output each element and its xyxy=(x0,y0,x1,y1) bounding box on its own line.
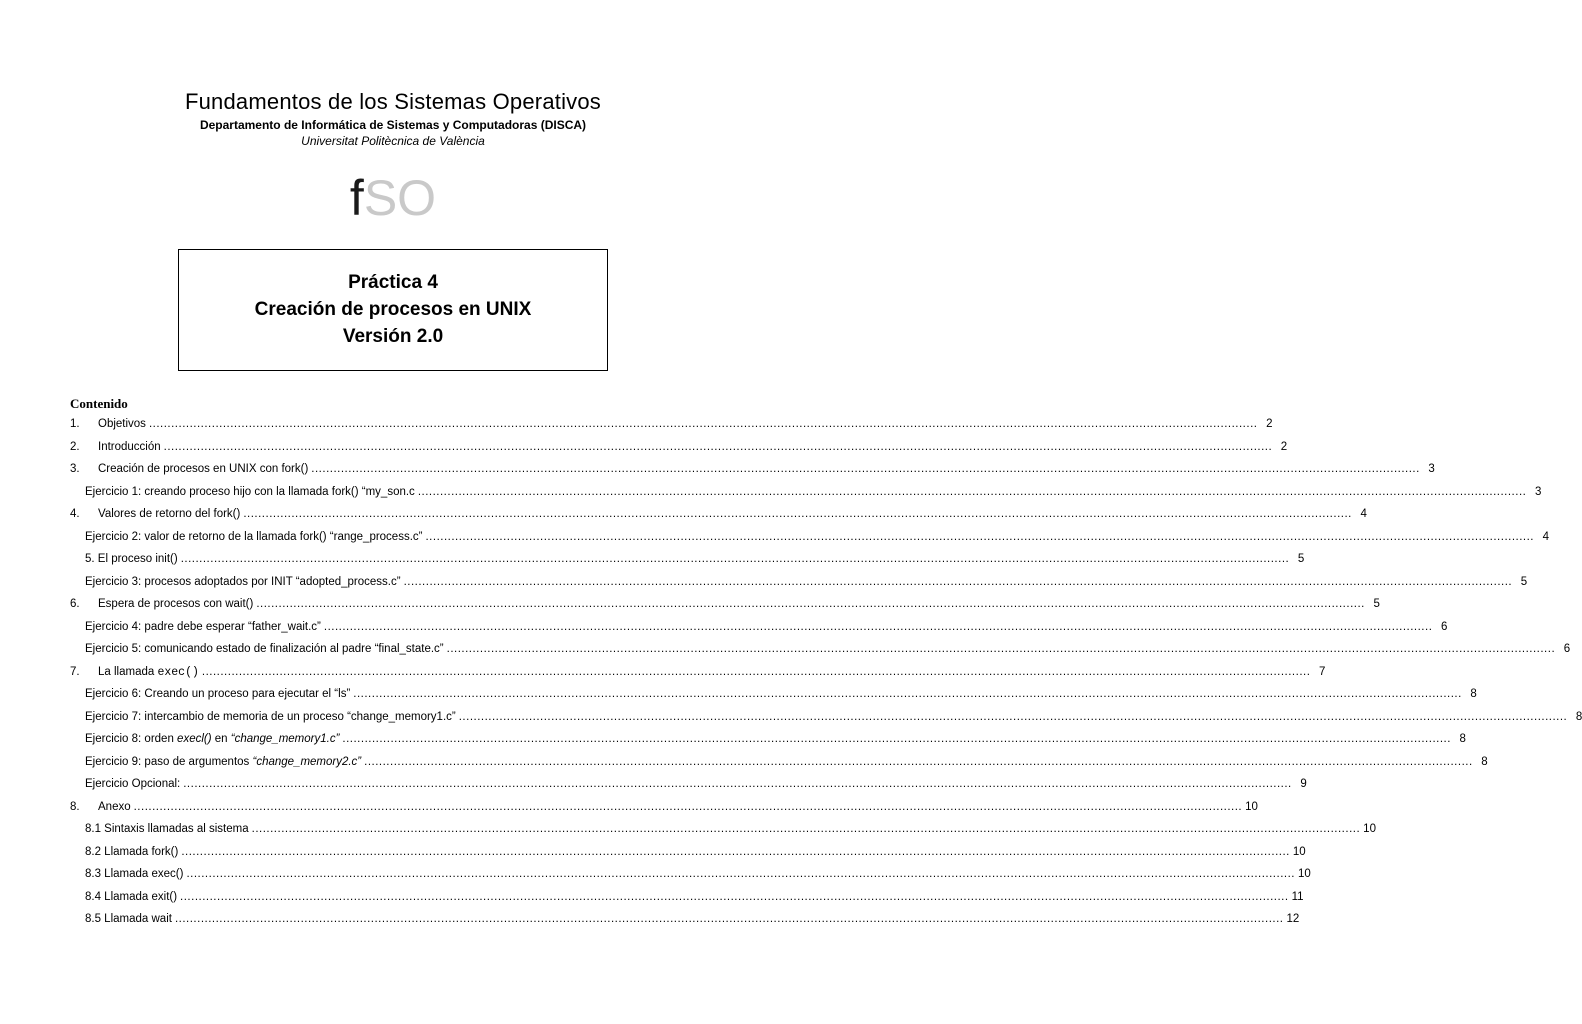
toc-entry[interactable] xyxy=(0,593,1380,615)
toc-entry[interactable] xyxy=(0,458,1435,480)
toc-entry-label: Ejercicio 2: valor de retorno de la llamada fork() “range_process.c” xyxy=(85,530,423,543)
toc-leader-dots: ............................................................................................................................................................................................................................................................................................................ xyxy=(186,868,1295,880)
toc-leader-dots: ............................................................................................................................................................................................................................................................................................................ xyxy=(180,890,1289,903)
toc-leader-dots: ............................................................................................................................................................................................................................................................................................................ xyxy=(364,755,1473,768)
toc-leader-dots: ............................................................................................................................................................................................................................................................................................................ xyxy=(181,845,1290,858)
toc-entry-page: 8 xyxy=(1575,710,1582,723)
toc-leader-dots: ............................................................................................................................................................................................................................................................................................................ xyxy=(403,575,1513,588)
toc-entry-label: Espera de procesos con wait() xyxy=(98,598,254,610)
toc-entry-label: Ejercicio 9: paso de argumentos “change_memory2.c” xyxy=(85,755,362,768)
toc-entry[interactable] xyxy=(0,796,1258,818)
logo-f: f xyxy=(349,170,364,226)
toc-entry-label: Ejercicio Opcional: xyxy=(85,778,181,790)
toc-entry[interactable] xyxy=(0,683,1477,705)
toc-entry-page: 5 xyxy=(1297,553,1305,565)
toc-entry-label: Ejercicio 4: padre debe esperar “father_wait.c” xyxy=(85,620,321,633)
toc-entry-number: 4. xyxy=(70,508,80,520)
toc-entry-label: Ejercicio 8: orden execl() en “change_memory1.c” xyxy=(85,733,340,745)
toc-entry-label: Ejercicio 3: procesos adoptados por INIT “adopted_process.c” xyxy=(85,575,401,588)
toc-entry-label: Ejercicio 5: comunicando estado de finalización al padre “final_state.c” xyxy=(85,643,444,655)
toc-leader-dots: ............................................................................................................................................................................................................................................................................................................ xyxy=(256,598,1365,610)
toc-entry-page: 12 xyxy=(1286,913,1300,925)
toc-leader-dots: ............................................................................................................................................................................................................................................................................................................ xyxy=(148,418,1258,430)
toc-entry[interactable] xyxy=(0,413,1273,435)
toc-entry-label: 8.2 Llamada fork() xyxy=(85,845,179,858)
toc-heading: Contenido xyxy=(70,396,128,411)
toc-entry-page: 10 xyxy=(1297,868,1311,880)
toc-entry-label: Ejercicio 1: creando proceso hijo con la llamada fork() “my_son.c xyxy=(85,485,415,498)
toc-entry[interactable] xyxy=(0,436,1288,458)
toc-entry[interactable] xyxy=(0,526,1550,548)
toc-entry[interactable] xyxy=(0,751,1488,773)
toc-leader-dots: ............................................................................................................................................................................................................................................................................................................ xyxy=(174,913,1284,925)
toc-entry-number: 6. xyxy=(70,598,80,610)
toc-entry-page: 9 xyxy=(1300,778,1307,790)
toc-entry-label: Creación de procesos en UNIX con fork() xyxy=(98,463,309,475)
toc-leader-dots: ............................................................................................................................................................................................................................................................................................................ xyxy=(425,530,1535,543)
practice-subject: Creación de procesos en UNIX xyxy=(254,299,532,320)
toc-leader-dots: ............................................................................................................................................................................................................................................................................................................ xyxy=(323,620,1433,633)
logo-so: SO xyxy=(363,170,437,226)
toc-leader-dots: ............................................................................................................................................................................................................................................................................................................ xyxy=(163,440,1273,453)
toc-entry-number: 3. xyxy=(70,463,80,475)
toc-entry-number: 2. xyxy=(70,440,80,453)
toc-leader-dots: ............................................................................................................................................................................................................................................................................................................ xyxy=(417,485,1527,498)
toc-entry[interactable] xyxy=(0,908,1300,930)
toc-entry[interactable] xyxy=(0,886,1304,908)
toc-entry-label: 8.4 Llamada exit() xyxy=(85,890,178,903)
toc-entry-label: La llamada exec() xyxy=(98,665,199,679)
toc-entry[interactable] xyxy=(0,841,1306,863)
toc-leader-dots: ............................................................................................................................................................................................................................................................................................................ xyxy=(251,823,1361,835)
toc-entry-page: 10 xyxy=(1363,823,1376,835)
toc-leader-dots: ............................................................................................................................................................................................................................................................................................................ xyxy=(180,553,1290,565)
practice-version: Versión 2.0 xyxy=(342,326,444,347)
toc-leader-dots: ............................................................................................................................................................................................................................................................................................................ xyxy=(458,710,1568,723)
toc-entry-page: 5 xyxy=(1520,575,1528,588)
document-title: Fundamentos de los Sistemas Operativos xyxy=(184,89,602,114)
toc-entry[interactable] xyxy=(0,571,1528,593)
toc-entry-label: 8.3 Llamada exec() xyxy=(85,868,184,880)
practice-title-box xyxy=(178,249,608,371)
toc-entry-page: 7 xyxy=(1319,665,1326,678)
toc-entry-page: 4 xyxy=(1542,530,1550,543)
toc-entry-page: 3 xyxy=(1534,485,1542,498)
toc-entry-label: Ejercicio 7: intercambio de memoria de un proceso “change_memory1.c” xyxy=(85,710,456,723)
toc-leader-dots: ............................................................................................................................................................................................................................................................................................................ xyxy=(342,733,1451,745)
toc-leader-dots: ............................................................................................................................................................................................................................................................................................................ xyxy=(183,778,1292,790)
toc-entry-page: 2 xyxy=(1266,418,1273,430)
toc-entry[interactable] xyxy=(0,481,1542,503)
university-name: Universitat Politècnica de València xyxy=(301,134,485,148)
toc-entry-label: Valores de retorno del fork() xyxy=(98,508,241,520)
toc-leader-dots: ............................................................................................................................................................................................................................................................................................................ xyxy=(353,688,1462,700)
toc-entry[interactable] xyxy=(0,863,1311,885)
toc-entry-number: 1. xyxy=(70,418,80,430)
toc-leader-dots: ............................................................................................................................................................................................................................................................................................................ xyxy=(311,463,1420,475)
toc-entry-page: 5 xyxy=(1373,598,1380,610)
toc-entry[interactable] xyxy=(0,773,1307,795)
toc-entry[interactable] xyxy=(0,638,1571,660)
toc-leader-dots: ............................................................................................................................................................................................................................................................................................................ xyxy=(243,508,1352,520)
toc-entry-label: Ejercicio 6: Creando un proceso para ejecutar el “ls” xyxy=(85,688,351,700)
toc-entry-page: 4 xyxy=(1360,508,1367,520)
toc-entry-page: 8 xyxy=(1470,688,1477,700)
toc-entry[interactable] xyxy=(0,818,1376,840)
toc-entry[interactable] xyxy=(0,616,1448,638)
toc-leader-dots: ............................................................................................................................................................................................................................................................................................................ xyxy=(133,800,1243,813)
toc-entry-page: 6 xyxy=(1563,643,1571,655)
toc-entry-page: 10 xyxy=(1245,800,1258,813)
toc-entry[interactable] xyxy=(0,503,1367,525)
toc-entry-page: 11 xyxy=(1291,890,1304,903)
toc-entry-label: 8.1 Sintaxis llamadas al sistema xyxy=(85,823,249,835)
toc-entry-label: Anexo xyxy=(98,800,131,813)
toc-entry-page: 8 xyxy=(1481,755,1488,768)
toc-entry[interactable] xyxy=(0,548,1305,570)
toc-entry-number: 7. xyxy=(70,665,80,678)
toc-entry-page: 10 xyxy=(1292,845,1306,858)
toc-entry-label: Objetivos xyxy=(98,418,146,430)
toc-leader-dots: ............................................................................................................................................................................................................................................................................................................ xyxy=(201,665,1311,678)
toc-entry-page: 3 xyxy=(1428,463,1435,475)
practice-number: Práctica 4 xyxy=(348,272,438,293)
toc-entry[interactable] xyxy=(0,728,1466,750)
fso-logo xyxy=(0,168,786,228)
toc-entry[interactable] xyxy=(0,661,1326,683)
toc-leader-dots: ............................................................................................................................................................................................................................................................................................................ xyxy=(446,643,1556,655)
toc-entry-label: 8.5 Llamada wait xyxy=(85,913,172,925)
toc-entry-page: 8 xyxy=(1459,733,1466,745)
toc-entry-page: 6 xyxy=(1441,620,1448,633)
toc-entry[interactable] xyxy=(0,706,1582,728)
toc-entry-label: 5. El proceso init() xyxy=(85,553,178,565)
toc-entry-number: 8. xyxy=(70,800,80,813)
toc-entry-label: Introducción xyxy=(98,440,161,453)
department-name: Departamento de Informática de Sistemas y Computadoras (DISCA) xyxy=(199,118,587,132)
toc-entry-page: 2 xyxy=(1280,440,1288,453)
